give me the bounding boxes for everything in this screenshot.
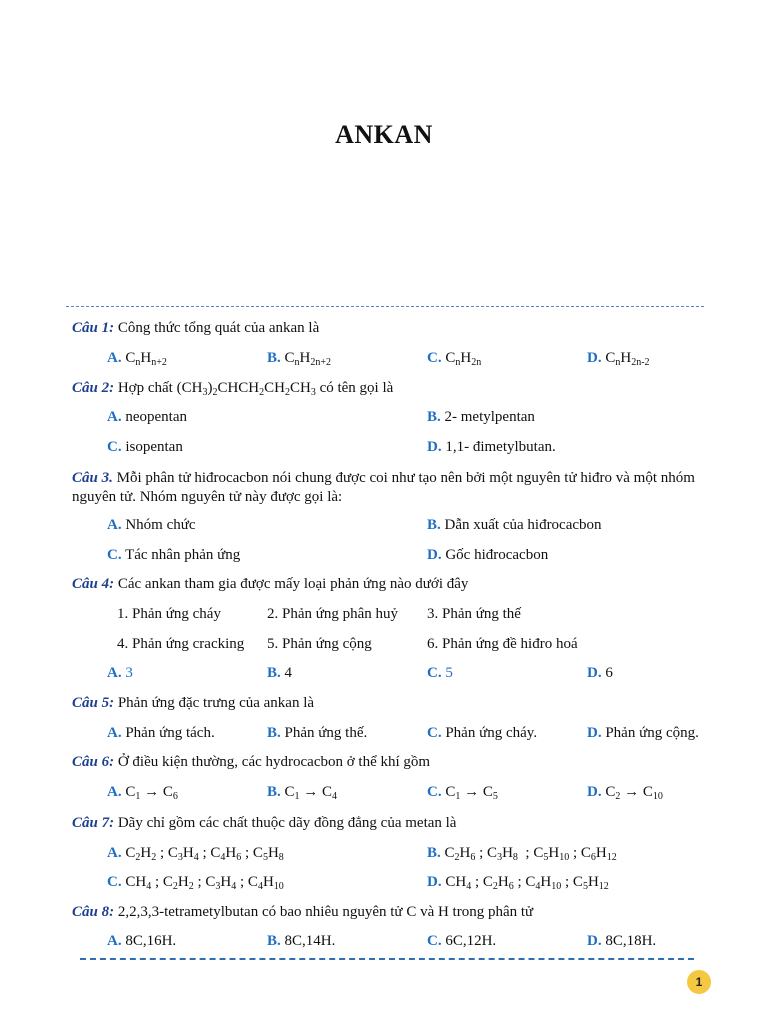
question-5 (72, 695, 314, 712)
q3-option-c[interactable]: C. Tác nhân phản ứng (107, 547, 241, 563)
bottom-divider (80, 958, 694, 960)
question-4-label: Câu 4: (72, 576, 115, 592)
question-3-label: Câu 3. (72, 470, 113, 486)
question-6 (72, 754, 430, 771)
question-4 (72, 576, 468, 593)
question-4-text: Các ankan tham gia được mấy loại phản ứng nào dưới đây (114, 576, 469, 592)
question-8 (72, 904, 533, 921)
q7-option-d[interactable]: D. $CH_4$ ; $C_2H_6$ ; $C_4H_{10}$ ; $C_5H_{12}$ (427, 874, 609, 892)
q7-option-a[interactable]: A. $C_2H_2$ ; $C_3H_4$ ; $C_4H_6$ ; $C_5H_8$ (107, 845, 284, 863)
q6-option-d[interactable]: D. $C_2 \to C_{10}$ (587, 784, 663, 802)
q8-option-a[interactable]: A. 8C,16H. (107, 933, 177, 949)
question-3 (72, 469, 712, 507)
q4-option-d[interactable]: D. 6 (587, 665, 613, 681)
q4-option-c[interactable]: C. 5 (427, 665, 453, 681)
q4-item-4: 4. Phản ứng cracking (117, 636, 245, 652)
question-7-label: Câu 7: (72, 815, 115, 831)
q8-option-d[interactable]: D. 8C,18H. (587, 933, 657, 949)
q2-option-a[interactable]: A. neopentan (107, 409, 187, 425)
q8-option-c[interactable]: C. 6C,12H. (427, 933, 497, 949)
question-7 (72, 815, 456, 832)
q1-option-c[interactable]: C. $C_nH_{2n}$ (427, 350, 482, 368)
q2-option-b[interactable]: B. 2- metylpentan (427, 409, 535, 425)
q4-item-3: 3. Phản ứng thế (427, 606, 521, 622)
q3-option-b[interactable]: B. Dẫn xuất của hiđrocacbon (427, 517, 602, 533)
question-1 (72, 320, 319, 337)
q5-option-d[interactable]: D. Phản ứng cộng. (587, 725, 699, 741)
question-2: Câu 2: Hợp chất $(CH_3)_2CHCH_2CH_2CH_3$ có tên gọi là (72, 380, 394, 398)
q6-option-c[interactable]: C. $C_1 \to C_5$ (427, 784, 498, 802)
question-7-text: Dãy chỉ gồm các chất thuộc dãy đồng đẳng của metan là (114, 815, 457, 831)
q5-option-a[interactable]: A. Phản ứng tách. (107, 725, 215, 741)
q4-option-b[interactable]: B. 4 (267, 665, 293, 681)
q8-option-b[interactable]: B. 8C,14H. (267, 933, 336, 949)
q6-option-a[interactable]: A. $C_1 \to C_6$ (107, 784, 178, 802)
top-divider (66, 306, 704, 307)
q1-option-a[interactable]: A. $C_nH_{n+2}$ (107, 350, 167, 368)
page-number-badge: 1 (687, 970, 711, 994)
q2-option-c[interactable]: C. isopentan (107, 439, 183, 455)
q4-item-5: 5. Phản ứng cộng (267, 636, 372, 652)
q1-option-b[interactable]: B. $C_nH_{2n+2}$ (267, 350, 332, 368)
question-1-label: Câu 1: (72, 320, 115, 336)
question-3-text: Mỗi phân tử hiđrocacbon nói chung được coi như tạo nên bởi một nguyên tử hiđro và một nhóm nguyên tử. Nhóm nguyên tử này được gọi là: (72, 470, 695, 505)
q4-item-6: 6. Phản ứng đề hiđro hoá (427, 636, 578, 652)
question-2-label: Câu 2: (72, 380, 115, 396)
q3-option-d[interactable]: D. Gốc hiđrocacbon (427, 547, 549, 563)
q3-option-a[interactable]: A. Nhóm chức (107, 517, 196, 533)
page-title: ANKAN (335, 120, 433, 149)
q4-option-a[interactable]: A. 3 (107, 665, 133, 681)
question-8-label: Câu 8: (72, 904, 115, 920)
q4-item-2: 2. Phản ứng phân huỷ (267, 606, 399, 622)
question-6-label: Câu 6: (72, 754, 115, 770)
question-6-text: Ở điều kiện thường, các hydrocacbon ở thể khí gồm (114, 754, 431, 770)
question-5-label: Câu 5: (72, 695, 115, 711)
q2-option-d[interactable]: D. 1,1- đimetylbutan. (427, 439, 556, 455)
q7-option-b[interactable]: B. $C_2H_6$ ; $C_3H_8$ ; $C_5H_{10}$ ; $C_6H_{12}$ (427, 845, 617, 863)
q1-option-d[interactable]: D. $C_nH_{2n-2}$ (587, 350, 650, 368)
q5-option-c[interactable]: C. Phản ứng cháy. (427, 725, 538, 741)
question-5-text: Phản ứng đặc trưng của ankan là (114, 695, 315, 711)
q7-option-c[interactable]: C. $CH_4$ ; $C_2H_2$ ; $C_3H_4$ ; $C_4H_{10}$ (107, 874, 284, 892)
question-1-text: Công thức tổng quát của ankan là (114, 320, 320, 336)
q5-option-b[interactable]: B. Phản ứng thế. (267, 725, 368, 741)
q6-option-b[interactable]: B. $C_1 \to C_4$ (267, 784, 338, 802)
q4-item-1: 1. Phản ứng cháy (117, 606, 221, 622)
question-8-text: 2,2,3,3-tetrametylbutan có bao nhiêu nguyên tử C và H trong phân tử (114, 904, 534, 920)
